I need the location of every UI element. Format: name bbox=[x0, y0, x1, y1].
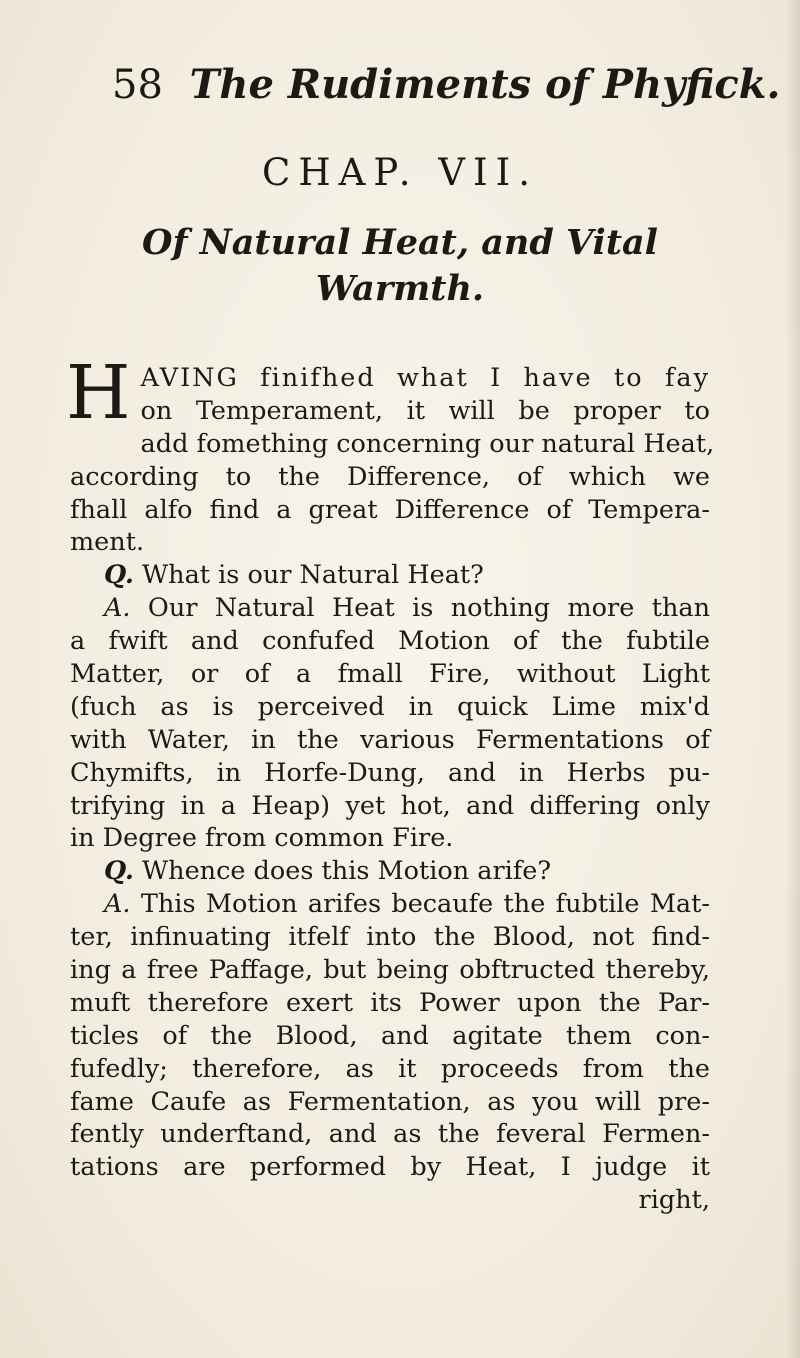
text-line: ing a free Paffage, but being obftructed thereby, bbox=[70, 955, 710, 986]
text-line: ment. bbox=[70, 527, 145, 558]
question-line bbox=[70, 855, 710, 888]
text-line: fhall alfo find a great Difference of Tempera- bbox=[70, 494, 710, 525]
chapter-label: CHAP. VII. bbox=[262, 151, 538, 194]
chapter-title bbox=[60, 220, 740, 312]
text-line: according to the Difference, of which we bbox=[70, 461, 710, 492]
text-line: (fuch as is perceived in quick Lime mix'd bbox=[70, 691, 710, 722]
text-line: ter, infinuating itfelf into the Blood, not find- bbox=[70, 922, 710, 953]
drop-cap: H bbox=[66, 350, 131, 436]
text-line: add fomething concerning our natural Heat, bbox=[140, 428, 715, 459]
text-line: fame Caufe as Fermentation, as you will pre- bbox=[70, 1086, 710, 1117]
answer-text: This Motion arifes becaufe the fubtile Mat- bbox=[140, 889, 711, 920]
answer-mark-label: A. bbox=[104, 593, 131, 624]
running-head bbox=[112, 60, 781, 110]
text-line: ticles of the Blood, and agitate them con- bbox=[70, 1020, 710, 1051]
question-text: What is our Natural Heat? bbox=[141, 560, 484, 591]
text-line: trifying in a Heap) yet hot, and differing only bbox=[70, 790, 710, 821]
answer-line bbox=[70, 888, 710, 921]
catchword: right, bbox=[638, 1185, 710, 1216]
text-line: with Water, in the various Fermentations of bbox=[70, 724, 710, 755]
text-line: on Temperament, it will be proper to bbox=[140, 395, 710, 426]
question-mark-label: Q. bbox=[104, 560, 134, 591]
text-line: in Degree from common Fire. bbox=[70, 823, 454, 854]
text-line: Chymifts, in Horfe-Dung, and in Herbs pu- bbox=[70, 757, 710, 788]
question-text: Whence does this Motion arife? bbox=[141, 856, 552, 887]
answer-line bbox=[70, 592, 710, 625]
text-line: Matter, or of a fmall Fire, without Light bbox=[70, 659, 710, 690]
answer-mark-label: A. bbox=[104, 889, 131, 920]
text-line: a fwift and confufed Motion of the fubtile bbox=[70, 626, 710, 657]
text-line: AVING finifhed what I have to fay bbox=[140, 363, 710, 393]
chapter-title-line-1: Of Natural Heat, and Vital bbox=[142, 222, 658, 263]
running-title: The Rudiments of Phyfick. bbox=[189, 61, 781, 108]
answer-text: Our Natural Heat is nothing more than bbox=[147, 593, 710, 624]
page-edge-shadow bbox=[786, 0, 800, 1358]
text-line: fently underftand, and as the feveral Fermen- bbox=[70, 1119, 710, 1150]
text-line: tations are performed by Heat, I judge it bbox=[70, 1152, 710, 1183]
question-mark-label: Q. bbox=[104, 856, 134, 887]
text-line: fufedly; therefore, as it proceeds from the bbox=[70, 1053, 710, 1084]
page-number: 58 bbox=[112, 62, 163, 108]
chapter-title-line-2: Warmth. bbox=[315, 268, 485, 309]
body-text bbox=[66, 350, 715, 1217]
text-line: muft therefore exert its Power upon the Par- bbox=[70, 987, 710, 1018]
question-line bbox=[70, 559, 710, 592]
